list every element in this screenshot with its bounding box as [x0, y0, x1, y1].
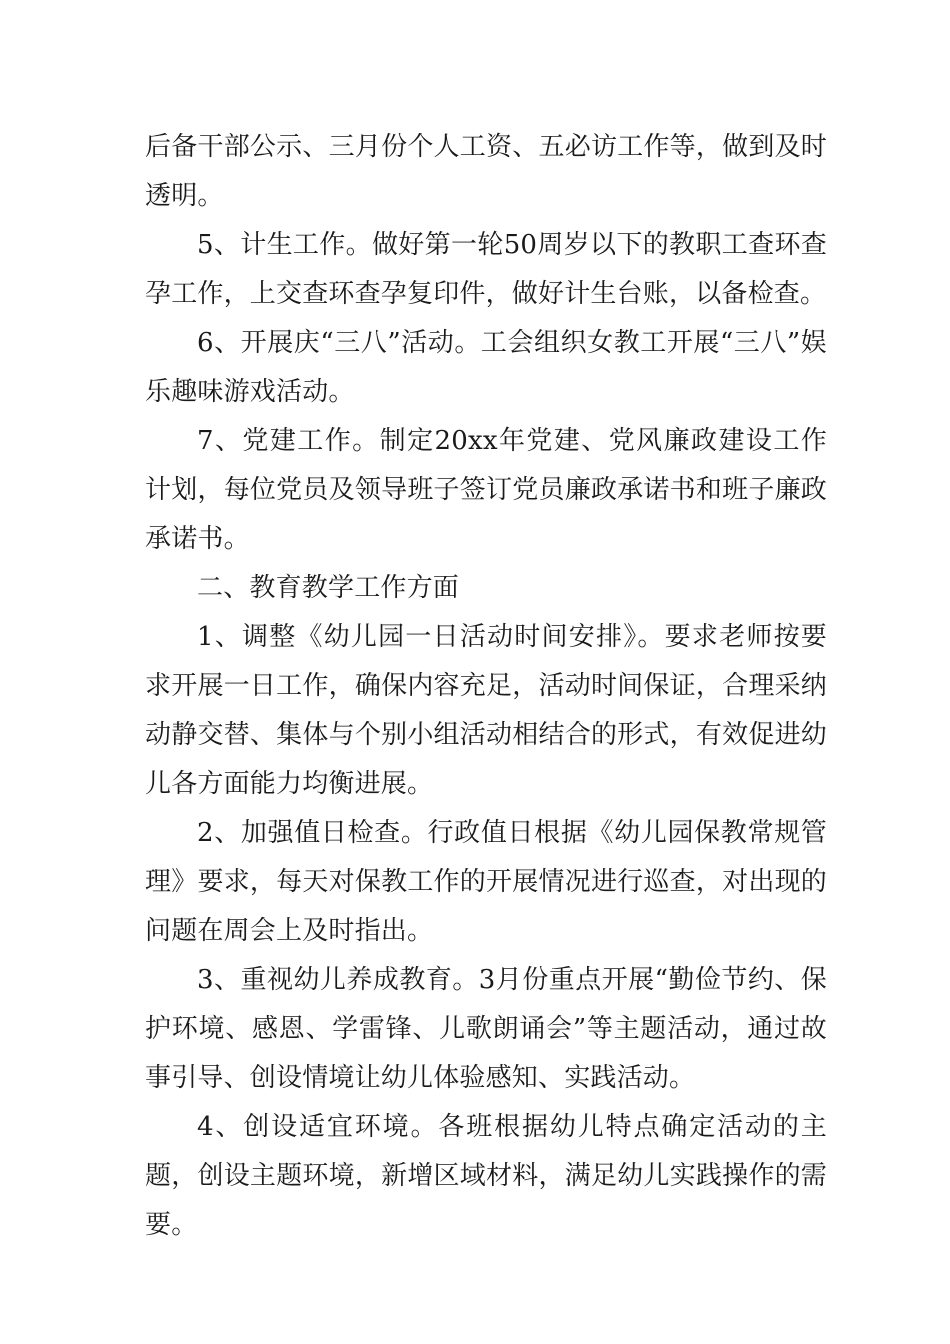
paragraph-family-planning: 5、计生工作。做好第一轮50周岁以下的教职工查环查孕工作，上交查环查孕复印件，做好计生台账，以备检查。 — [145, 230, 827, 309]
paragraph-party-building: 7、党建工作。制定20xx年党建、党风廉政建设工作计划，每位党员及领导班子签订党员廉政承诺书和班子廉政承诺书。 — [145, 426, 827, 554]
section-heading-education: 二、教育教学工作方面 — [197, 573, 460, 603]
paragraph-duty-inspection: 2、加强值日检查。行政值日根据《幼儿园保教常规管理》要求，每天对保教工作的开展情况进行巡查，对出现的问题在周会上及时指出。 — [145, 818, 827, 946]
document-body — [145, 123, 827, 1250]
paragraph-daily-schedule: 1、调整《幼儿园一日活动时间安排》。要求老师按要求开展一日工作，确保内容充足，活动时间保证，合理采纳动静交替、集体与个别小组活动相结合的形式，有效促进幼儿各方面能力均衡进展。 — [145, 622, 827, 799]
paragraph-habit-education: 3、重视幼儿养成教育。3月份重点开展“勤俭节约、保护环境、感恩、学雷锋、儿歌朗诵会”等主题活动，通过故事引导、创设情境让幼儿体验感知、实践活动。 — [145, 965, 827, 1093]
paragraph-environment: 4、创设适宜环境。各班根据幼儿特点确定活动的主题，创设主题环境，新增区域材料，满足幼儿实践操作的需要。 — [145, 1112, 827, 1240]
paragraph-continuation: 后备干部公示、三月份个人工资、五必访工作等，做到及时透明。 — [145, 132, 827, 211]
paragraph-womens-day: 6、开展庆“三八”活动。工会组织女教工开展“三八”娱乐趣味游戏活动。 — [145, 328, 827, 407]
